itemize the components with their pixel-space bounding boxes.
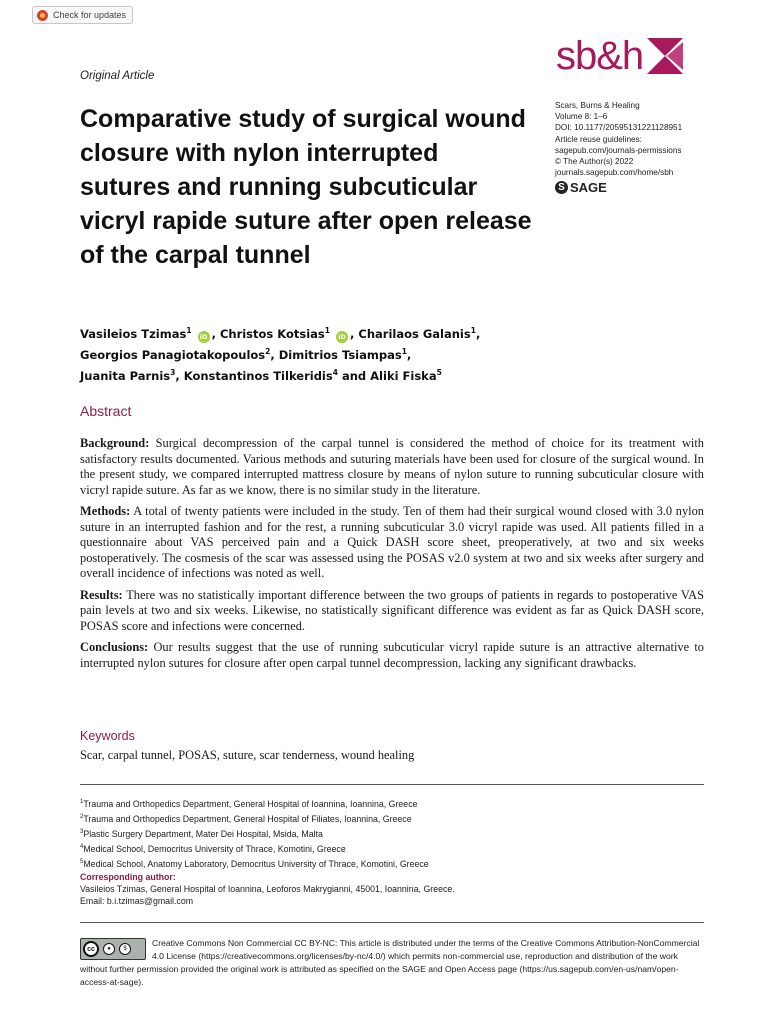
- logo-text: sb&h: [556, 34, 644, 78]
- affiliation-text: Trauma and Orthopedics Department, General Hospital of Ioannina, Ioannina, Greece: [83, 798, 418, 809]
- divider: [80, 922, 704, 923]
- affiliation-number: 2: [80, 814, 84, 821]
- affiliation-number: 5: [80, 859, 84, 866]
- affiliation-number: 4: [80, 844, 84, 851]
- crossmark-icon: [37, 10, 48, 21]
- abstract-body: [80, 436, 704, 677]
- abstract-conclusions: [80, 640, 704, 671]
- logo-triangle-icon: [647, 38, 683, 74]
- sage-logo: [555, 180, 607, 195]
- corresponding-author: [80, 871, 455, 907]
- cc-label: cc: [83, 941, 99, 957]
- corresponding-heading: Corresponding author:: [80, 872, 176, 882]
- author-affiliation: 3: [170, 367, 176, 377]
- author-affiliation: 2: [265, 346, 271, 356]
- journal-doi[interactable]: DOI: 10.1177/20595131221128951: [555, 123, 683, 133]
- methods-label: Methods:: [80, 504, 131, 518]
- copyright: © The Author(s) 2022: [555, 157, 634, 167]
- author-name[interactable]: Christos Kotsias: [219, 326, 325, 341]
- orcid-icon[interactable]: iD: [198, 331, 210, 343]
- corresponding-email[interactable]: Email: b.i.tzimas@gmail.com: [80, 896, 194, 906]
- affiliation-item: [80, 856, 429, 871]
- journal-url[interactable]: journals.sagepub.com/home/sbh: [555, 168, 674, 178]
- abstract-background: [80, 436, 704, 498]
- journal-name: Scars, Burns & Healing: [555, 101, 640, 110]
- by-icon: ●: [103, 943, 115, 955]
- abstract-heading: Abstract: [80, 403, 132, 419]
- corresponding-address: Vasileios Tzimas, General Hospital of Ioannina, Leoforos Makrygianni, 45001, Ioannina, Greece.: [80, 884, 455, 894]
- author-name[interactable]: Vasileios Tzimas: [80, 326, 187, 341]
- check-for-updates-button[interactable]: [32, 6, 133, 24]
- author-name[interactable]: Konstantinos Tilkeridis: [183, 368, 333, 383]
- affiliations: [80, 796, 429, 871]
- author-affiliation: 1: [401, 346, 407, 356]
- affiliation-text: Medical School, Anatomy Laboratory, Democritus University of Thrace, Komotini, Greece: [83, 858, 429, 869]
- background-text: Surgical decompression of the carpal tunnel is considered the method of choice for its treatment with satisfactory results documented. Various methods and suturing materials have been used for closure of the surgical wound. In the present study, we compared interrupted mattress closure by means of nylon suture to running subcuticular closure with vicryl rapide suture. As far as we know, there is no similar study in the literature.: [80, 436, 704, 497]
- nc-icon: $: [119, 943, 131, 955]
- sage-label: SAGE: [570, 180, 607, 195]
- author-name[interactable]: Dimitrios Tsiampas: [278, 347, 402, 362]
- affiliation-text: Trauma and Orthopedics Department, General Hospital of Filiates, Ioannina, Greece: [83, 813, 412, 824]
- author-name[interactable]: Charilaos Galanis: [358, 326, 471, 341]
- author-affiliation: 4: [332, 367, 338, 377]
- journal-volume: Volume 8: 1–6: [555, 112, 608, 122]
- affiliation-text: Medical School, Democritus University of Thrace, Komotini, Greece: [83, 843, 346, 854]
- author-affiliation: 1: [324, 326, 330, 335]
- results-text: There was no statistically important difference between the two groups of patients in regards to postoperative VAS pain levels at two and six weeks. Likewise, no statistically significant difference was evident as far as Quick DASH score, POSAS score and infections were concerned.: [80, 587, 705, 633]
- and-word: and: [341, 368, 367, 383]
- journal-info: [555, 100, 682, 178]
- abstract-methods: [80, 504, 704, 582]
- author-list: Vasileios Tzimas$^1$ iD , Christos Kotsias$^1$ iD , Charilaos Galanis$^1$, Georgios Panagiotakopoulos$^2$, Dimitrios Tsiampas$^1$, Juanita Parnis$^3$, Konstantinos Tilkeridis$^4$ and Aliki Fiska$^5$: [80, 326, 481, 383]
- divider: [80, 784, 704, 785]
- background-label: Background:: [80, 436, 150, 450]
- affiliation-item: [80, 841, 429, 856]
- abstract-results: [80, 588, 704, 635]
- author-name[interactable]: Aliki Fiska: [370, 368, 437, 383]
- check-for-updates-label: Check for updates: [53, 10, 127, 20]
- affiliation-item: [80, 796, 429, 811]
- license-text: Creative Commons Non Commercial CC BY-NC: This article is distributed under the terms of the Creative Commons Attribution-NonCommercial 4.0 License (https://creativecommons.org/licenses/by-nc/4.0/) which permits non-commercial use, reproduction and distribution of the work without further permission provided the original work is attributed as specified on the SAGE and Open Access page (https://us.sagepub.com/en-us/nam/open-access-at-sage).: [80, 938, 700, 987]
- journal-logo: [556, 36, 683, 76]
- affiliation-item: [80, 811, 429, 826]
- author-name[interactable]: Georgios Panagiotakopoulos: [80, 347, 266, 362]
- cc-by-nc-icon[interactable]: [80, 938, 146, 960]
- affiliation-item: [80, 826, 429, 841]
- article-title: Comparative study of surgical wound closure with nylon interrupted sutures and running subcuticular vicryl rapide suture after open release of the carpal tunnel: [80, 105, 532, 269]
- keywords-text: Scar, carpal tunnel, POSAS, suture, scar tenderness, wound healing: [80, 748, 415, 762]
- author-affiliation: 1: [186, 326, 192, 335]
- reuse-label: Article reuse guidelines:: [555, 134, 642, 144]
- keywords-heading: Keywords: [80, 729, 135, 743]
- author-affiliation: 5: [436, 367, 442, 377]
- affiliation-text: Plastic Surgery Department, Mater Dei Hospital, Msida, Malta: [83, 828, 323, 839]
- reuse-link[interactable]: sagepub.com/journals-permissions: [555, 145, 682, 155]
- sage-icon: S: [555, 181, 568, 194]
- license-block: [80, 937, 704, 989]
- affiliation-number: 3: [80, 829, 84, 836]
- affiliation-number: 1: [80, 799, 84, 805]
- results-label: Results:: [80, 587, 123, 602]
- methods-text: A total of twenty patients were included in the study. Ten of them had their surgical wound closed with 3.0 nylon suture in an interrupted fashion and for the rest, a running subcuticular 3.0 vicryl rapide was used. All patients filled in a questionnaire about VAS perceived pain and a Quick DASH score sheet, preoperatively, at two and six weeks postoperatively. The cosmesis of the scar was assessed using the POSAS v2.0 system at two and six weeks after surgery and overall incidence of infections was noted as well.: [80, 504, 704, 580]
- conclusions-label: Conclusions:: [80, 640, 149, 654]
- conclusions-text: Our results suggest that the use of running subcuticular vicryl rapide suture is an attractive alternative to interrupted nylon sutures for closure after open carpal tunnel decompression, lacking any significant drawbacks.: [80, 640, 705, 670]
- author-affiliation: 1: [470, 326, 476, 335]
- article-type: Original Article: [80, 70, 155, 82]
- author-name[interactable]: Juanita Parnis: [80, 368, 171, 383]
- orcid-icon[interactable]: iD: [336, 331, 348, 343]
